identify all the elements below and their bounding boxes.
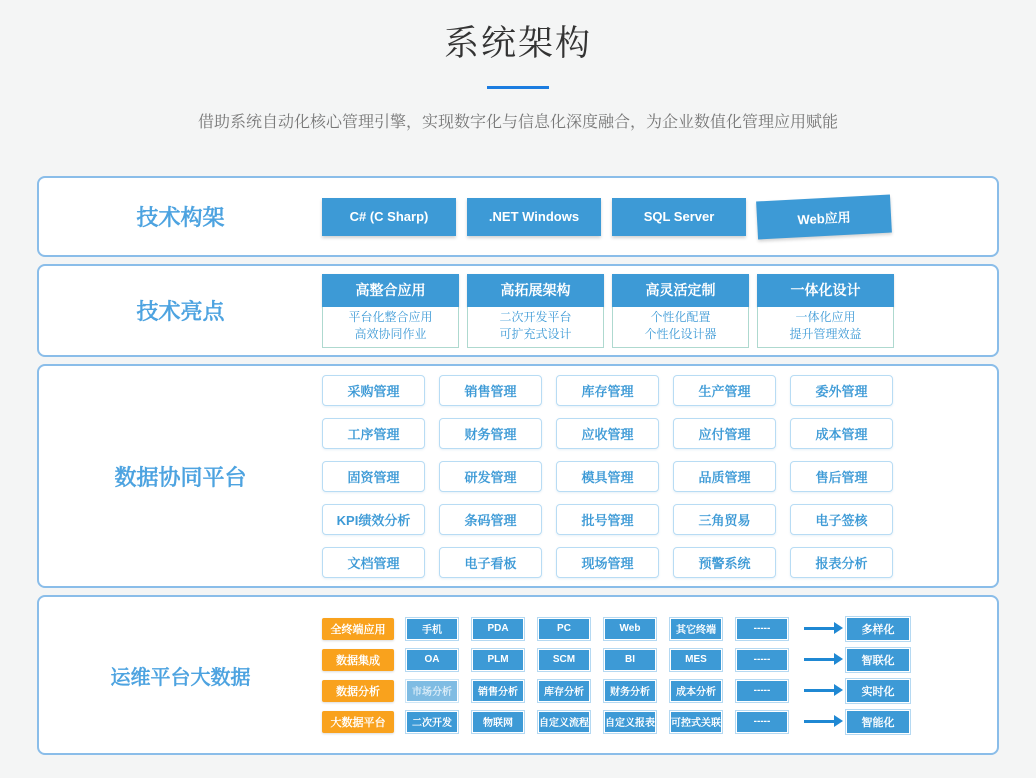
highlight-card[interactable] [612,274,749,348]
module-chip[interactable]: 预警系统 [673,547,776,578]
item-chip[interactable]: 财务分析 [604,680,656,702]
highlight-card-line: 提升管理效益 [789,326,862,341]
item-chip[interactable]: ----- [736,711,788,733]
module-chip[interactable]: 采购管理 [322,375,425,406]
section-tech-highlights [37,264,999,357]
highlight-card-body [757,307,894,348]
highlight-card-line: 可扩充式设计 [499,326,572,341]
bigdata-row [322,710,910,734]
category-chip[interactable]: 数据分析 [322,680,394,702]
module-chip[interactable]: 生产管理 [673,375,776,406]
tech-buttons [322,198,891,236]
section-label-bigdata-platform: 运维平台大数据 [110,666,251,689]
item-chip[interactable]: MES [670,649,722,671]
item-chip[interactable]: Web [604,618,656,640]
highlight-card-line: 一体化应用 [795,309,856,324]
module-chip[interactable]: 成本管理 [790,418,893,449]
item-chip[interactable]: OA [406,649,458,671]
item-chip[interactable]: PLM [472,649,524,671]
tech-stack-chip[interactable]: .NET Windows [467,198,601,236]
right-arrow-icon [804,720,834,723]
module-grid [322,375,893,578]
highlight-card-line: 个性化配置 [650,309,711,324]
item-chip[interactable]: 市场分析 [406,680,458,702]
module-chip[interactable]: 应收管理 [556,418,659,449]
tech-stack-chip[interactable]: C# (C Sharp) [322,198,456,236]
highlight-card-line: 二次开发平台 [499,309,572,324]
tech-stack-chip[interactable]: Web应用 [756,194,892,239]
item-chip[interactable]: 库存分析 [538,680,590,702]
section-tech-framework [37,176,999,257]
page-title: 系统架构 [443,24,592,63]
bigdata-rows [322,617,910,734]
module-chip[interactable]: 工序管理 [322,418,425,449]
item-chip[interactable]: ----- [736,618,788,640]
module-chip[interactable]: 研发管理 [439,461,542,492]
item-chip[interactable]: SCM [538,649,590,671]
item-chip[interactable]: 其它终端 [670,618,722,640]
page-header [0,0,1036,132]
module-chip[interactable]: 三角贸易 [673,504,776,535]
category-chip[interactable]: 数据集成 [322,649,394,671]
right-arrow-icon [804,627,834,630]
module-chip[interactable]: 财务管理 [439,418,542,449]
item-chip[interactable]: 自定义流程 [538,711,590,733]
module-chip[interactable]: 委外管理 [790,375,893,406]
module-chip[interactable]: 固资管理 [322,461,425,492]
right-arrow-icon [804,689,834,692]
section-bigdata-platform [37,595,999,755]
result-chip[interactable]: 智联化 [846,648,910,672]
result-chip[interactable]: 实时化 [846,679,910,703]
section-label-tech-highlights: 技术亮点 [136,299,225,324]
tech-stack-chip[interactable]: SQL Server [612,198,746,236]
module-chip[interactable]: 库存管理 [556,375,659,406]
item-chip[interactable]: 物联网 [472,711,524,733]
result-chip[interactable]: 多样化 [846,617,910,641]
module-chip[interactable]: 现场管理 [556,547,659,578]
right-arrow-icon [804,658,834,661]
item-chip[interactable]: 可控式关联 [670,711,722,733]
highlight-card-body [467,307,604,348]
page-subtitle: 借助系统自动化核心管理引擎，实现数字化与信息化深度融合，为企业数值化管理应用赋能 [197,114,838,131]
highlight-card-header: 高灵活定制 [612,274,749,307]
title-divider [487,86,549,89]
bigdata-row [322,617,910,641]
item-chip[interactable]: 销售分析 [472,680,524,702]
item-chip[interactable]: PDA [472,618,524,640]
section-label-data-platform: 数据协同平台 [114,464,247,490]
result-chip[interactable]: 智能化 [846,710,910,734]
item-chip[interactable]: 手机 [406,618,458,640]
category-chip[interactable]: 大数据平台 [322,711,394,733]
module-chip[interactable]: 应付管理 [673,418,776,449]
item-chip[interactable]: 二次开发 [406,711,458,733]
module-chip[interactable]: 批号管理 [556,504,659,535]
module-chip[interactable]: 销售管理 [439,375,542,406]
module-chip[interactable]: 条码管理 [439,504,542,535]
item-chip[interactable]: 成本分析 [670,680,722,702]
module-chip[interactable]: 品质管理 [673,461,776,492]
bigdata-row [322,648,910,672]
module-chip[interactable]: 报表分析 [790,547,893,578]
item-chip[interactable]: BI [604,649,656,671]
highlight-card[interactable] [322,274,459,348]
highlight-card-line: 个性化设计器 [644,326,717,341]
item-chip[interactable]: 自定义报表 [604,711,656,733]
bigdata-row [322,679,910,703]
highlight-card-line: 平台化整合应用 [348,309,433,324]
module-chip[interactable]: KPI绩效分析 [322,504,425,535]
highlight-card-body [612,307,749,348]
module-chip[interactable]: 电子看板 [439,547,542,578]
highlight-card-header: 高整合应用 [322,274,459,307]
highlight-card[interactable] [467,274,604,348]
sections-container [37,176,999,755]
highlight-card-body [322,307,459,348]
category-chip[interactable]: 全终端应用 [322,618,394,640]
section-label-tech-framework: 技术构架 [136,205,225,230]
highlight-card-header: 一体化设计 [757,274,894,307]
module-chip[interactable]: 售后管理 [790,461,893,492]
highlight-card[interactable] [757,274,894,348]
highlight-card-line: 高效协同作业 [354,326,427,341]
module-chip[interactable]: 电子签核 [790,504,893,535]
module-chip[interactable]: 模具管理 [556,461,659,492]
section-data-platform [37,364,999,588]
item-chip[interactable]: ----- [736,680,788,702]
highlight-card-header: 高拓展架构 [467,274,604,307]
item-chip[interactable]: ----- [736,649,788,671]
module-chip[interactable]: 文档管理 [322,547,425,578]
item-chip[interactable]: PC [538,618,590,640]
highlight-cards [322,274,894,348]
